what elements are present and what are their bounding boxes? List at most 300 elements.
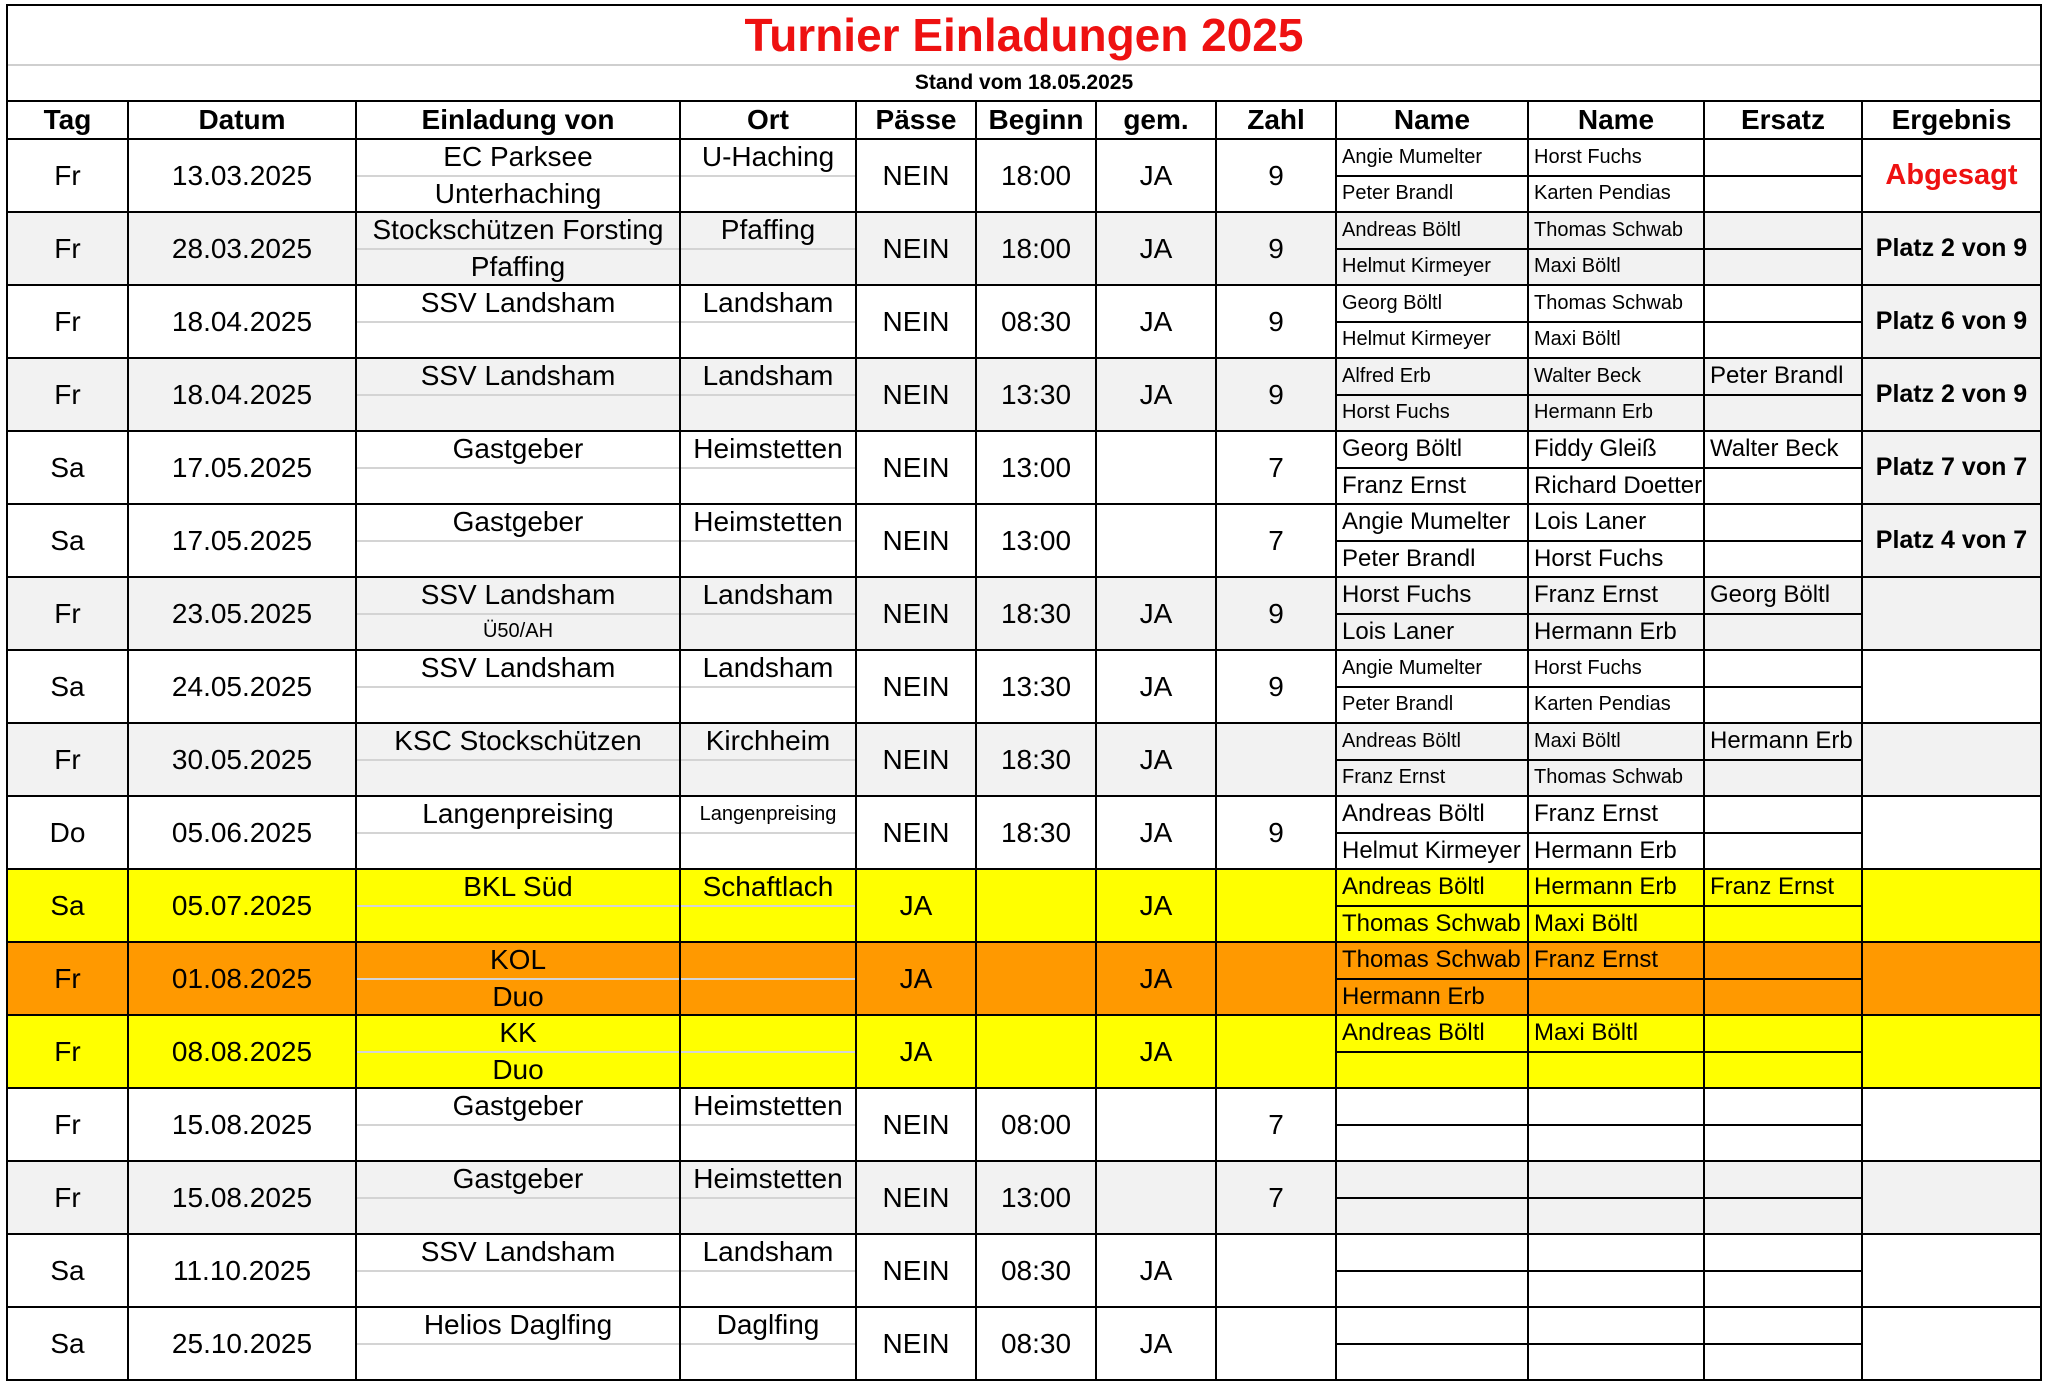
cell-einladung: [356, 942, 680, 1015]
cell-ort-line: [681, 1053, 855, 1088]
cell-name-1-line: Helmut Kirmeyer: [1342, 328, 1491, 351]
cell-name-1-line: Thomas Schwab: [1342, 909, 1521, 937]
page-title: Turnier Einladungen 2025: [8, 6, 2040, 66]
table-row: [8, 358, 2040, 431]
cell-name-2-line: Walter Beck: [1529, 359, 1703, 396]
cell-einladung-line: SSV Landsham: [357, 1235, 679, 1272]
status-date: Stand vom 18.05.2025: [8, 66, 2040, 102]
cell-name-1: [1336, 869, 1528, 942]
cell-paesse: NEIN: [856, 139, 976, 212]
cell-ersatz: [1704, 1307, 1862, 1379]
cell-tag: Sa: [8, 1234, 128, 1307]
cell-name-1: [1336, 796, 1528, 869]
cell-gem: [1096, 504, 1216, 577]
cell-ersatz-line: [1705, 651, 1861, 688]
cell-zahl: 7: [1216, 504, 1336, 577]
cell-ersatz-line: [1705, 1089, 1861, 1126]
cell-ort-line: Landsham: [681, 1235, 855, 1272]
cell-tag: Sa: [8, 431, 128, 504]
cell-einladung-line: [357, 761, 679, 796]
cell-name-1-line: Andreas Böltl: [1337, 213, 1527, 250]
cell-name-1-line: Helmut Kirmeyer: [1342, 255, 1491, 278]
cell-ort-line: Heimstetten: [681, 505, 855, 542]
cell-name-2-line: [1529, 1199, 1703, 1234]
cell-name-1-line: [1337, 1199, 1527, 1234]
cell-ersatz: [1704, 139, 1862, 212]
cell-einladung-line: [357, 688, 679, 723]
cell-einladung-line: Ü50/AH: [482, 620, 554, 643]
cell-einladung-line: KSC Stockschützen: [357, 724, 679, 761]
cell-ersatz: [1704, 869, 1862, 942]
cell-zahl: 9: [1216, 650, 1336, 723]
cell-name-1-line: [1337, 1308, 1527, 1345]
cell-tag: Sa: [8, 1307, 128, 1379]
cell-name-1: [1336, 942, 1528, 1015]
cell-einladung: [356, 650, 680, 723]
cell-zahl: [1216, 1015, 1336, 1088]
cell-ort: [680, 942, 856, 1015]
cell-name-1-line: Andreas Böltl: [1337, 1016, 1527, 1053]
cell-ersatz: [1704, 942, 1862, 1015]
cell-ort: [680, 358, 856, 431]
cell-ort-line: [681, 177, 855, 212]
cell-beginn: 08:00: [976, 1088, 1096, 1161]
cell-name-1: [1336, 1307, 1528, 1379]
cell-ersatz: [1704, 796, 1862, 869]
cell-ersatz-line: [1705, 1053, 1861, 1088]
cell-gem: JA: [1096, 577, 1216, 650]
cell-ersatz-line: Walter Beck: [1705, 432, 1861, 469]
cell-ort-line: Heimstetten: [681, 432, 855, 469]
header-ergebnis: Ergebnis: [1862, 102, 2040, 139]
cell-datum: 23.05.2025: [128, 577, 356, 650]
cell-datum: 28.03.2025: [128, 212, 356, 285]
table-row: [8, 139, 2040, 212]
cell-ergebnis: [1862, 577, 2040, 650]
cell-paesse: JA: [856, 869, 976, 942]
cell-name-2: [1528, 358, 1704, 431]
table-row: [8, 1015, 2040, 1088]
cell-gem: JA: [1096, 942, 1216, 1015]
cell-paesse: NEIN: [856, 796, 976, 869]
cell-ort-line: [681, 250, 855, 285]
cell-name-2: [1528, 285, 1704, 358]
cell-datum: 08.08.2025: [128, 1015, 356, 1088]
cell-einladung: [356, 577, 680, 650]
cell-ort-line: [681, 980, 855, 1015]
cell-name-1-line: Hermann Erb: [1342, 982, 1485, 1010]
cell-name-1-line: Peter Brandl: [1342, 544, 1476, 572]
cell-zahl: 9: [1216, 796, 1336, 869]
cell-einladung: [356, 796, 680, 869]
cell-ort: [680, 285, 856, 358]
cell-name-1-line: Andreas Böltl: [1337, 870, 1527, 907]
cell-ersatz-line: [1705, 1345, 1861, 1380]
cell-tag: Fr: [8, 1088, 128, 1161]
cell-ersatz-line: [1705, 396, 1861, 431]
cell-paesse: NEIN: [856, 285, 976, 358]
cell-einladung-line: [357, 396, 679, 431]
cell-name-1-line: Angie Mumelter: [1337, 505, 1527, 542]
cell-einladung-line: Gastgeber: [357, 1089, 679, 1126]
cell-gem: JA: [1096, 869, 1216, 942]
cell-zahl: 9: [1216, 285, 1336, 358]
cell-einladung: [356, 431, 680, 504]
cell-beginn: 13:00: [976, 504, 1096, 577]
cell-paesse: JA: [856, 942, 976, 1015]
cell-ersatz-line: Georg Böltl: [1705, 578, 1861, 615]
cell-name-1-line: Peter Brandl: [1342, 182, 1454, 205]
cell-einladung-line: BKL Süd: [357, 870, 679, 907]
cell-ergebnis: [1862, 1307, 2040, 1379]
cell-ergebnis: [1862, 1234, 2040, 1307]
cell-ergebnis: [1862, 723, 2040, 796]
cell-name-2-line: [1529, 1345, 1703, 1380]
cell-beginn: 18:00: [976, 212, 1096, 285]
cell-name-1: [1336, 212, 1528, 285]
cell-ergebnis: Platz 2 von 9: [1862, 358, 2040, 431]
cell-datum: 30.05.2025: [128, 723, 356, 796]
cell-name-2-line: Franz Ernst: [1529, 797, 1703, 834]
table-row: [8, 1161, 2040, 1234]
cell-einladung-line: SSV Landsham: [357, 651, 679, 688]
cell-einladung-line: KK: [357, 1016, 679, 1053]
cell-ersatz-line: [1705, 323, 1861, 358]
cell-beginn: [976, 942, 1096, 1015]
cell-ergebnis: [1862, 942, 2040, 1015]
cell-einladung-line: Gastgeber: [357, 1162, 679, 1199]
cell-name-2-line: Maxi Böltl: [1529, 1016, 1703, 1053]
cell-paesse: JA: [856, 1015, 976, 1088]
cell-beginn: [976, 1015, 1096, 1088]
cell-beginn: 08:30: [976, 1307, 1096, 1379]
cell-name-1-line: Peter Brandl: [1342, 693, 1454, 716]
cell-name-1-line: Franz Ernst: [1342, 471, 1467, 499]
cell-ersatz-line: [1705, 834, 1861, 869]
cell-name-1-line: [1337, 1053, 1527, 1088]
cell-einladung-line: Duo: [492, 980, 544, 1012]
cell-ort-line: [681, 943, 855, 980]
cell-name-2-line: [1529, 1162, 1703, 1199]
cell-tag: Sa: [8, 650, 128, 723]
cell-einladung: [356, 358, 680, 431]
cell-einladung-line: Pfaffing: [470, 250, 566, 282]
cell-ort-line: [681, 1016, 855, 1053]
cell-datum: 18.04.2025: [128, 358, 356, 431]
cell-name-1: [1336, 431, 1528, 504]
cell-name-2: [1528, 723, 1704, 796]
cell-ergebnis: [1862, 869, 2040, 942]
cell-zahl: 9: [1216, 212, 1336, 285]
cell-ersatz-line: [1705, 469, 1861, 504]
cell-ersatz-line: Hermann Erb: [1705, 724, 1861, 761]
table-row: [8, 942, 2040, 1015]
cell-ersatz: [1704, 1161, 1862, 1234]
cell-einladung: [356, 1015, 680, 1088]
cell-ersatz-line: [1705, 1126, 1861, 1161]
cell-tag: Fr: [8, 942, 128, 1015]
cell-ort-line: Daglfing: [681, 1308, 855, 1345]
cell-ort: [680, 431, 856, 504]
cell-name-1-line: [1337, 1126, 1527, 1161]
cell-beginn: 13:30: [976, 358, 1096, 431]
cell-ersatz: [1704, 1088, 1862, 1161]
cell-ersatz-line: [1705, 140, 1861, 177]
cell-datum: 15.08.2025: [128, 1088, 356, 1161]
cell-ort: [680, 577, 856, 650]
cell-paesse: NEIN: [856, 1234, 976, 1307]
cell-einladung-line: SSV Landsham: [357, 359, 679, 396]
cell-einladung-line: EC Parksee: [357, 140, 679, 177]
table-row: [8, 1307, 2040, 1379]
cell-ort: [680, 1161, 856, 1234]
cell-gem: JA: [1096, 1307, 1216, 1379]
cell-datum: 11.10.2025: [128, 1234, 356, 1307]
cell-einladung: [356, 504, 680, 577]
cell-zahl: 7: [1216, 1161, 1336, 1234]
cell-einladung-line: [357, 1272, 679, 1307]
cell-ersatz-line: [1705, 615, 1861, 650]
cell-ort-line: Heimstetten: [681, 1162, 855, 1199]
cell-name-2-line: Hermann Erb: [1534, 836, 1677, 864]
cell-ergebnis: [1862, 796, 2040, 869]
cell-ort-line: [681, 761, 855, 796]
cell-paesse: NEIN: [856, 1307, 976, 1379]
cell-name-2-line: Karten Pendias: [1534, 693, 1671, 716]
cell-name-1-line: Horst Fuchs: [1337, 578, 1527, 615]
header-name-2: Name: [1528, 102, 1704, 139]
cell-datum: 01.08.2025: [128, 942, 356, 1015]
cell-datum: 05.07.2025: [128, 869, 356, 942]
cell-name-1-line: [1337, 1345, 1527, 1380]
cell-name-1-line: Helmut Kirmeyer: [1342, 836, 1521, 864]
cell-ersatz: [1704, 1234, 1862, 1307]
cell-ort-line: [681, 323, 855, 358]
cell-ergebnis: Platz 4 von 7: [1862, 504, 2040, 577]
cell-name-2-line: Richard Doetter: [1534, 471, 1703, 499]
cell-ort: [680, 1307, 856, 1379]
cell-beginn: 18:30: [976, 723, 1096, 796]
cell-name-2-line: Horst Fuchs: [1534, 544, 1664, 572]
cell-name-2-line: Karten Pendias: [1534, 182, 1671, 205]
cell-ort-line: [681, 688, 855, 723]
cell-name-1: [1336, 577, 1528, 650]
cell-einladung-line: [357, 323, 679, 358]
cell-einladung-line: Duo: [492, 1053, 544, 1085]
cell-name-1-line: Angie Mumelter: [1337, 651, 1527, 688]
cell-name-2: [1528, 796, 1704, 869]
cell-beginn: 08:30: [976, 285, 1096, 358]
cell-ersatz-line: [1705, 761, 1861, 796]
cell-name-1: [1336, 723, 1528, 796]
cell-ort-line: [681, 396, 855, 431]
cell-name-2: [1528, 1234, 1704, 1307]
cell-einladung-line: [357, 469, 679, 504]
cell-name-2-line: Thomas Schwab: [1534, 766, 1683, 789]
cell-paesse: NEIN: [856, 431, 976, 504]
cell-ort-line: [681, 907, 855, 942]
cell-einladung-line: [357, 834, 679, 869]
cell-tag: Do: [8, 796, 128, 869]
cell-einladung: [356, 285, 680, 358]
cell-einladung: [356, 139, 680, 212]
table-row: [8, 869, 2040, 942]
cell-gem: JA: [1096, 723, 1216, 796]
cell-zahl: [1216, 869, 1336, 942]
cell-beginn: 13:00: [976, 431, 1096, 504]
cell-datum: 15.08.2025: [128, 1161, 356, 1234]
cell-beginn: 08:30: [976, 1234, 1096, 1307]
cell-ergebnis: [1862, 1088, 2040, 1161]
cell-datum: 25.10.2025: [128, 1307, 356, 1379]
cell-ort-line: [681, 1126, 855, 1161]
cell-ersatz-line: [1705, 1016, 1861, 1053]
cell-name-1-line: Andreas Böltl: [1337, 724, 1527, 761]
cell-beginn: 18:30: [976, 796, 1096, 869]
cell-einladung: [356, 723, 680, 796]
table-row: [8, 650, 2040, 723]
cell-einladung: [356, 1088, 680, 1161]
header-beginn: Beginn: [976, 102, 1096, 139]
cell-ersatz-line: [1705, 213, 1861, 250]
cell-ersatz-line: [1705, 250, 1861, 285]
cell-ort: [680, 650, 856, 723]
cell-ort: [680, 796, 856, 869]
cell-ersatz-line: [1705, 797, 1861, 834]
cell-ersatz-line: [1705, 505, 1861, 542]
cell-gem: JA: [1096, 796, 1216, 869]
cell-einladung: [356, 869, 680, 942]
cell-name-2-line: [1529, 1235, 1703, 1272]
cell-name-1: [1336, 504, 1528, 577]
cell-zahl: [1216, 1234, 1336, 1307]
cell-paesse: NEIN: [856, 1161, 976, 1234]
cell-name-1-line: Lois Laner: [1342, 617, 1455, 645]
cell-name-2-line: Maxi Böltl: [1529, 724, 1703, 761]
cell-ort-line: Pfaffing: [681, 213, 855, 250]
schedule-sheet: [6, 4, 2042, 1381]
cell-zahl: 9: [1216, 358, 1336, 431]
cell-einladung-line: Stockschützen Forsting: [357, 213, 679, 250]
header-ort: Ort: [680, 102, 856, 139]
cell-tag: Sa: [8, 869, 128, 942]
cell-ersatz-line: [1705, 688, 1861, 723]
cell-name-2-line: Horst Fuchs: [1529, 140, 1703, 177]
cell-ersatz: [1704, 358, 1862, 431]
cell-tag: Fr: [8, 723, 128, 796]
cell-ort: [680, 1088, 856, 1161]
cell-name-1: [1336, 1161, 1528, 1234]
cell-ort-line: Heimstetten: [681, 1089, 855, 1126]
cell-ersatz-line: [1705, 177, 1861, 212]
table-row: [8, 504, 2040, 577]
cell-ort: [680, 212, 856, 285]
header-zahl: Zahl: [1216, 102, 1336, 139]
cell-beginn: 18:30: [976, 577, 1096, 650]
cell-name-2-line: Hermann Erb: [1534, 617, 1677, 645]
cell-ersatz-line: [1705, 286, 1861, 323]
cell-datum: 05.06.2025: [128, 796, 356, 869]
cell-ersatz: [1704, 504, 1862, 577]
cell-ort-line: Landsham: [681, 286, 855, 323]
cell-name-2: [1528, 650, 1704, 723]
cell-ersatz-line: [1705, 1308, 1861, 1345]
cell-ergebnis: Platz 7 von 7: [1862, 431, 2040, 504]
header-tag: Tag: [8, 102, 128, 139]
cell-gem: JA: [1096, 358, 1216, 431]
cell-ergebnis: [1862, 1161, 2040, 1234]
cell-ersatz-line: [1705, 907, 1861, 942]
cell-name-2: [1528, 139, 1704, 212]
cell-ergebnis: [1862, 650, 2040, 723]
cell-zahl: [1216, 1307, 1336, 1379]
cell-ersatz-line: [1705, 1235, 1861, 1272]
cell-einladung-line: [357, 542, 679, 577]
cell-ersatz: [1704, 577, 1862, 650]
cell-einladung-line: SSV Landsham: [357, 286, 679, 323]
cell-zahl: 7: [1216, 1088, 1336, 1161]
cell-name-1: [1336, 650, 1528, 723]
cell-name-1-line: Alfred Erb: [1337, 359, 1527, 396]
cell-ersatz-line: [1705, 943, 1861, 980]
tournament-table: [8, 102, 2040, 1379]
table-row: [8, 1234, 2040, 1307]
cell-einladung-line: Gastgeber: [357, 432, 679, 469]
cell-ersatz-line: [1705, 542, 1861, 577]
cell-datum: 13.03.2025: [128, 139, 356, 212]
cell-name-1: [1336, 285, 1528, 358]
cell-ersatz: [1704, 285, 1862, 358]
cell-ersatz-line: [1705, 1272, 1861, 1307]
cell-name-2-line: Thomas Schwab: [1529, 213, 1703, 250]
cell-ersatz: [1704, 723, 1862, 796]
cell-name-2-line: Hermann Erb: [1534, 401, 1653, 424]
cell-einladung: [356, 212, 680, 285]
cell-name-2-line: [1529, 1126, 1703, 1161]
cell-ersatz-line: Peter Brandl: [1705, 359, 1861, 396]
cell-einladung-line: Gastgeber: [357, 505, 679, 542]
cell-einladung: [356, 1234, 680, 1307]
cell-name-2-line: [1529, 1053, 1703, 1088]
cell-zahl: 9: [1216, 577, 1336, 650]
cell-name-2-line: [1529, 980, 1703, 1015]
cell-einladung-line: SSV Landsham: [357, 578, 679, 615]
header-datum: Datum: [128, 102, 356, 139]
cell-ort-line: [681, 1199, 855, 1234]
cell-name-1-line: Franz Ernst: [1342, 766, 1446, 789]
cell-ersatz-line: [1705, 1162, 1861, 1199]
cell-paesse: NEIN: [856, 358, 976, 431]
cell-ort: [680, 723, 856, 796]
cell-name-1-line: Thomas Schwab: [1337, 943, 1527, 980]
cell-name-2: [1528, 869, 1704, 942]
cell-name-2: [1528, 1307, 1704, 1379]
cell-beginn: 13:30: [976, 650, 1096, 723]
cell-ort-line: Langenpreising: [681, 797, 855, 834]
cell-name-2-line: Hermann Erb: [1529, 870, 1703, 907]
cell-datum: 24.05.2025: [128, 650, 356, 723]
cell-name-2-line: Horst Fuchs: [1529, 651, 1703, 688]
cell-name-1: [1336, 1015, 1528, 1088]
cell-name-2-line: Maxi Böltl: [1534, 255, 1621, 278]
table-row: [8, 1088, 2040, 1161]
header-name-1: Name: [1336, 102, 1528, 139]
cell-name-2: [1528, 1015, 1704, 1088]
cell-name-2: [1528, 1161, 1704, 1234]
cell-ersatz-line: Franz Ernst: [1705, 870, 1861, 907]
cell-zahl: [1216, 723, 1336, 796]
cell-zahl: 7: [1216, 431, 1336, 504]
